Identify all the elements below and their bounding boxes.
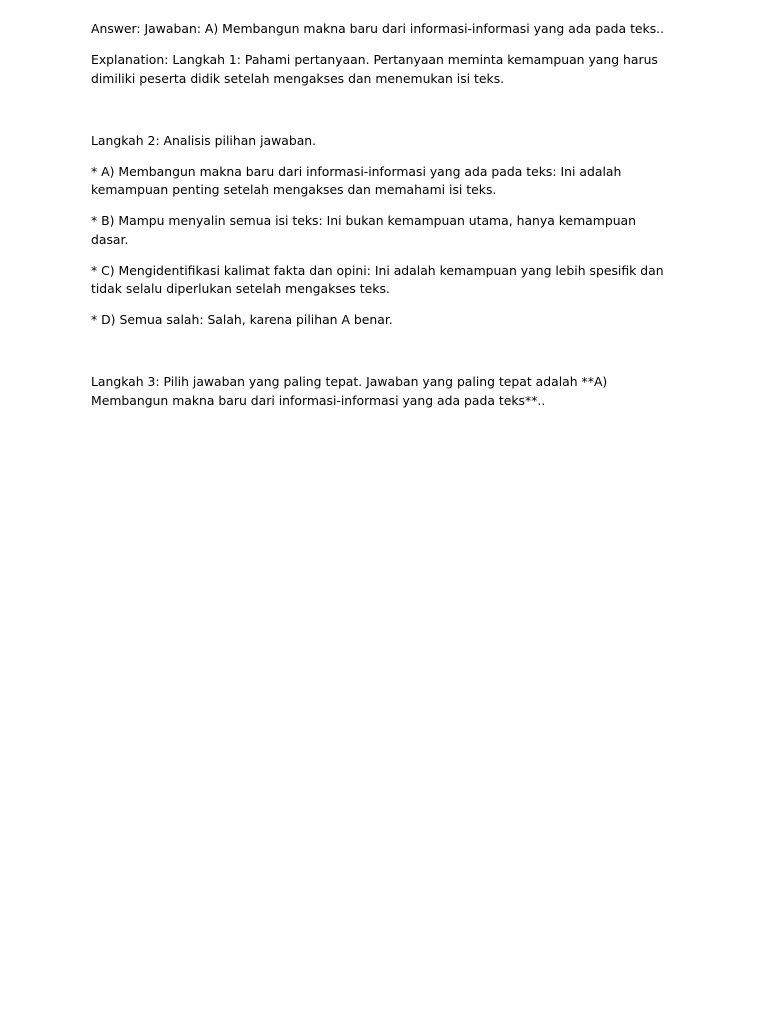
answer-paragraph: Answer: Jawaban: A) Membangun makna baru dari informasi-informasi yang ada pada teks.. — [91, 21, 665, 36]
explanation-paragraph: Explanation: Langkah 1: Pahami pertanyaan. Pertanyaan meminta kemampuan yang harus dimiliki peserta didik setelah mengakses dan menemukan isi teks. — [91, 52, 658, 86]
option-d-analysis: * D) Semua salah: Salah, karena pilihan A benar. — [91, 312, 393, 327]
option-a-analysis: * A) Membangun makna baru dari informasi-informasi yang ada pada teks: Ini adalah kemampuan penting setelah mengakses dan memahami isi teks. — [91, 163, 622, 197]
step-3-paragraph: Langkah 3: Pilih jawaban yang paling tepat. Jawaban yang paling tepat adalah **A) Membangun makna baru dari informasi-informasi yang ada pada teks**.. — [91, 374, 608, 408]
document-body — [91, 20, 671, 423]
option-c-analysis: * C) Mengidentifikasi kalimat fakta dan opini: Ini adalah kemampuan yang lebih spesifik dan tidak selalu diperlukan setelah mengakses teks. — [91, 262, 664, 296]
blank-line — [91, 101, 671, 132]
blank-line — [91, 342, 671, 373]
option-b-analysis: * B) Mampu menyalin semua isi teks: Ini bukan kemampuan utama, hanya kemampuan dasar. — [91, 213, 637, 247]
step-2-heading: Langkah 2: Analisis pilihan jawaban. — [91, 132, 317, 148]
